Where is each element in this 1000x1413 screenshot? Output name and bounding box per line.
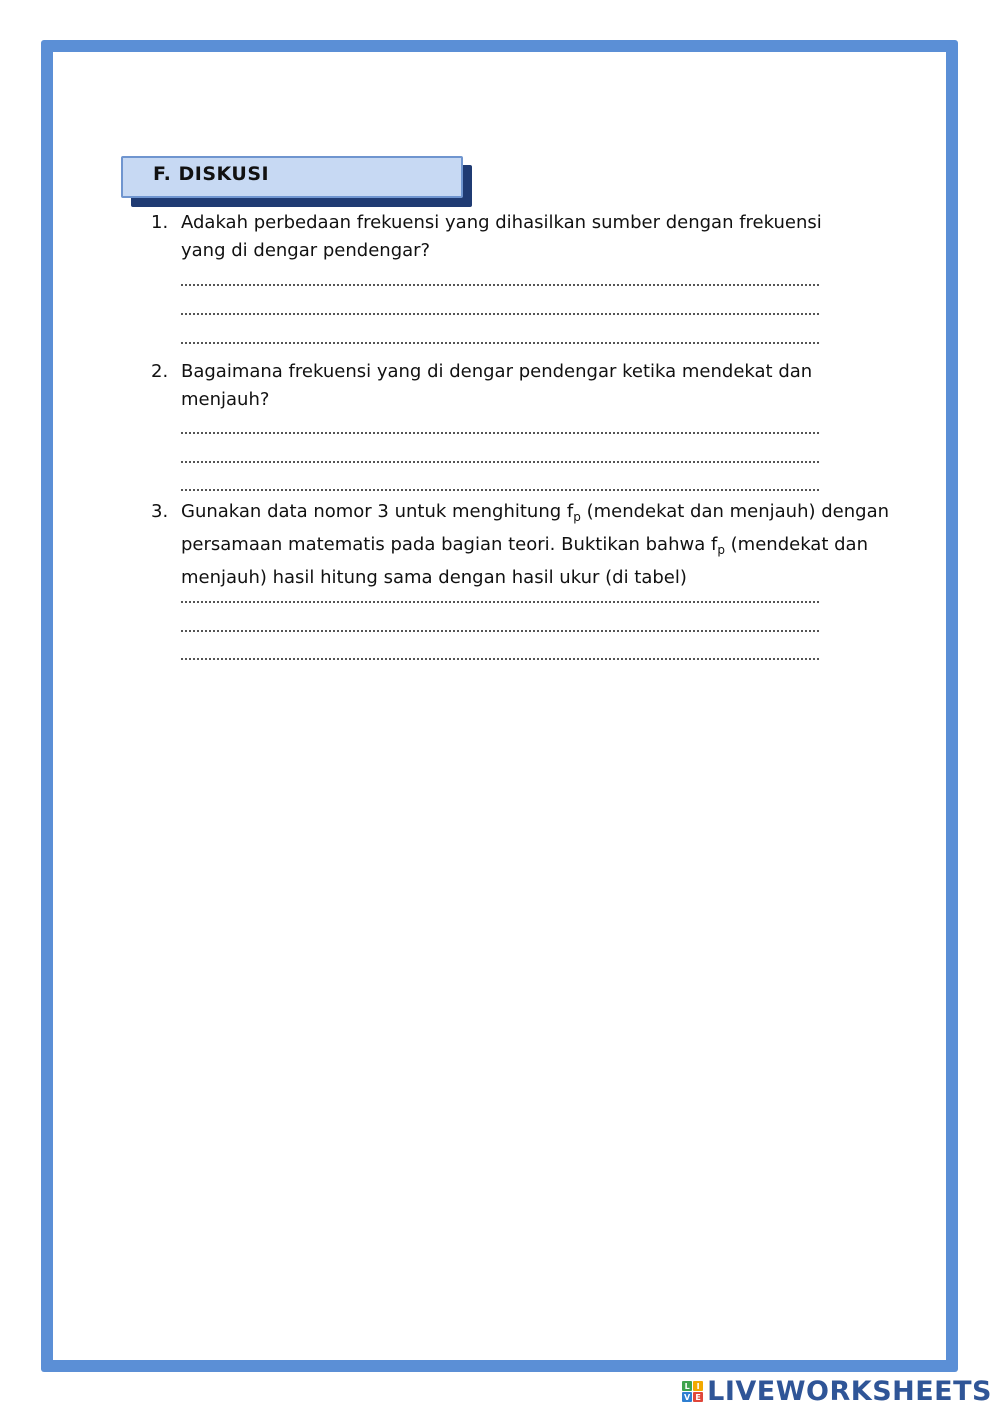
brand-name: LIVEWORKSHEETS [707, 1376, 992, 1407]
answer-line[interactable] [181, 658, 819, 660]
question-text-line: persamaan matematis pada bagian teori. Buktikan bahwa $f_p$ (mendekat dan [181, 534, 868, 557]
section-title: F. DISKUSI [153, 163, 270, 185]
section-heading [121, 156, 463, 198]
question-text-line: yang di dengar pendengar? [181, 240, 431, 261]
question-3 [151, 498, 891, 592]
answer-line[interactable] [181, 432, 819, 434]
question-number: 1. [151, 212, 169, 233]
question-number: 3. [151, 501, 169, 522]
question-1 [151, 209, 891, 265]
answer-line[interactable] [181, 342, 819, 344]
question-text-line: Adakah perbedaan frekuensi yang dihasilkan sumber dengan frekuensi [181, 212, 822, 233]
question-text-line: menjauh) hasil hitung sama dengan hasil ukur (di tabel) [181, 567, 687, 588]
question-text-line: menjauh? [181, 389, 270, 410]
answer-line[interactable] [181, 461, 819, 463]
answer-line[interactable] [181, 313, 819, 315]
answer-line[interactable] [181, 284, 819, 286]
answer-line[interactable] [181, 601, 819, 603]
question-text-line: Gunakan data nomor 3 untuk menghitung $f_p$ (mendekat dan menjauh) dengan [181, 501, 890, 524]
question-2 [151, 358, 891, 414]
question-text-line: Bagaimana frekuensi yang di dengar pendengar ketika mendekat dan [181, 361, 813, 382]
answer-line[interactable] [181, 489, 819, 491]
logo-icon: L I V E [682, 1381, 703, 1402]
question-number: 2. [151, 361, 169, 382]
answer-line[interactable] [181, 630, 819, 632]
liveworksheets-logo [682, 1376, 992, 1407]
